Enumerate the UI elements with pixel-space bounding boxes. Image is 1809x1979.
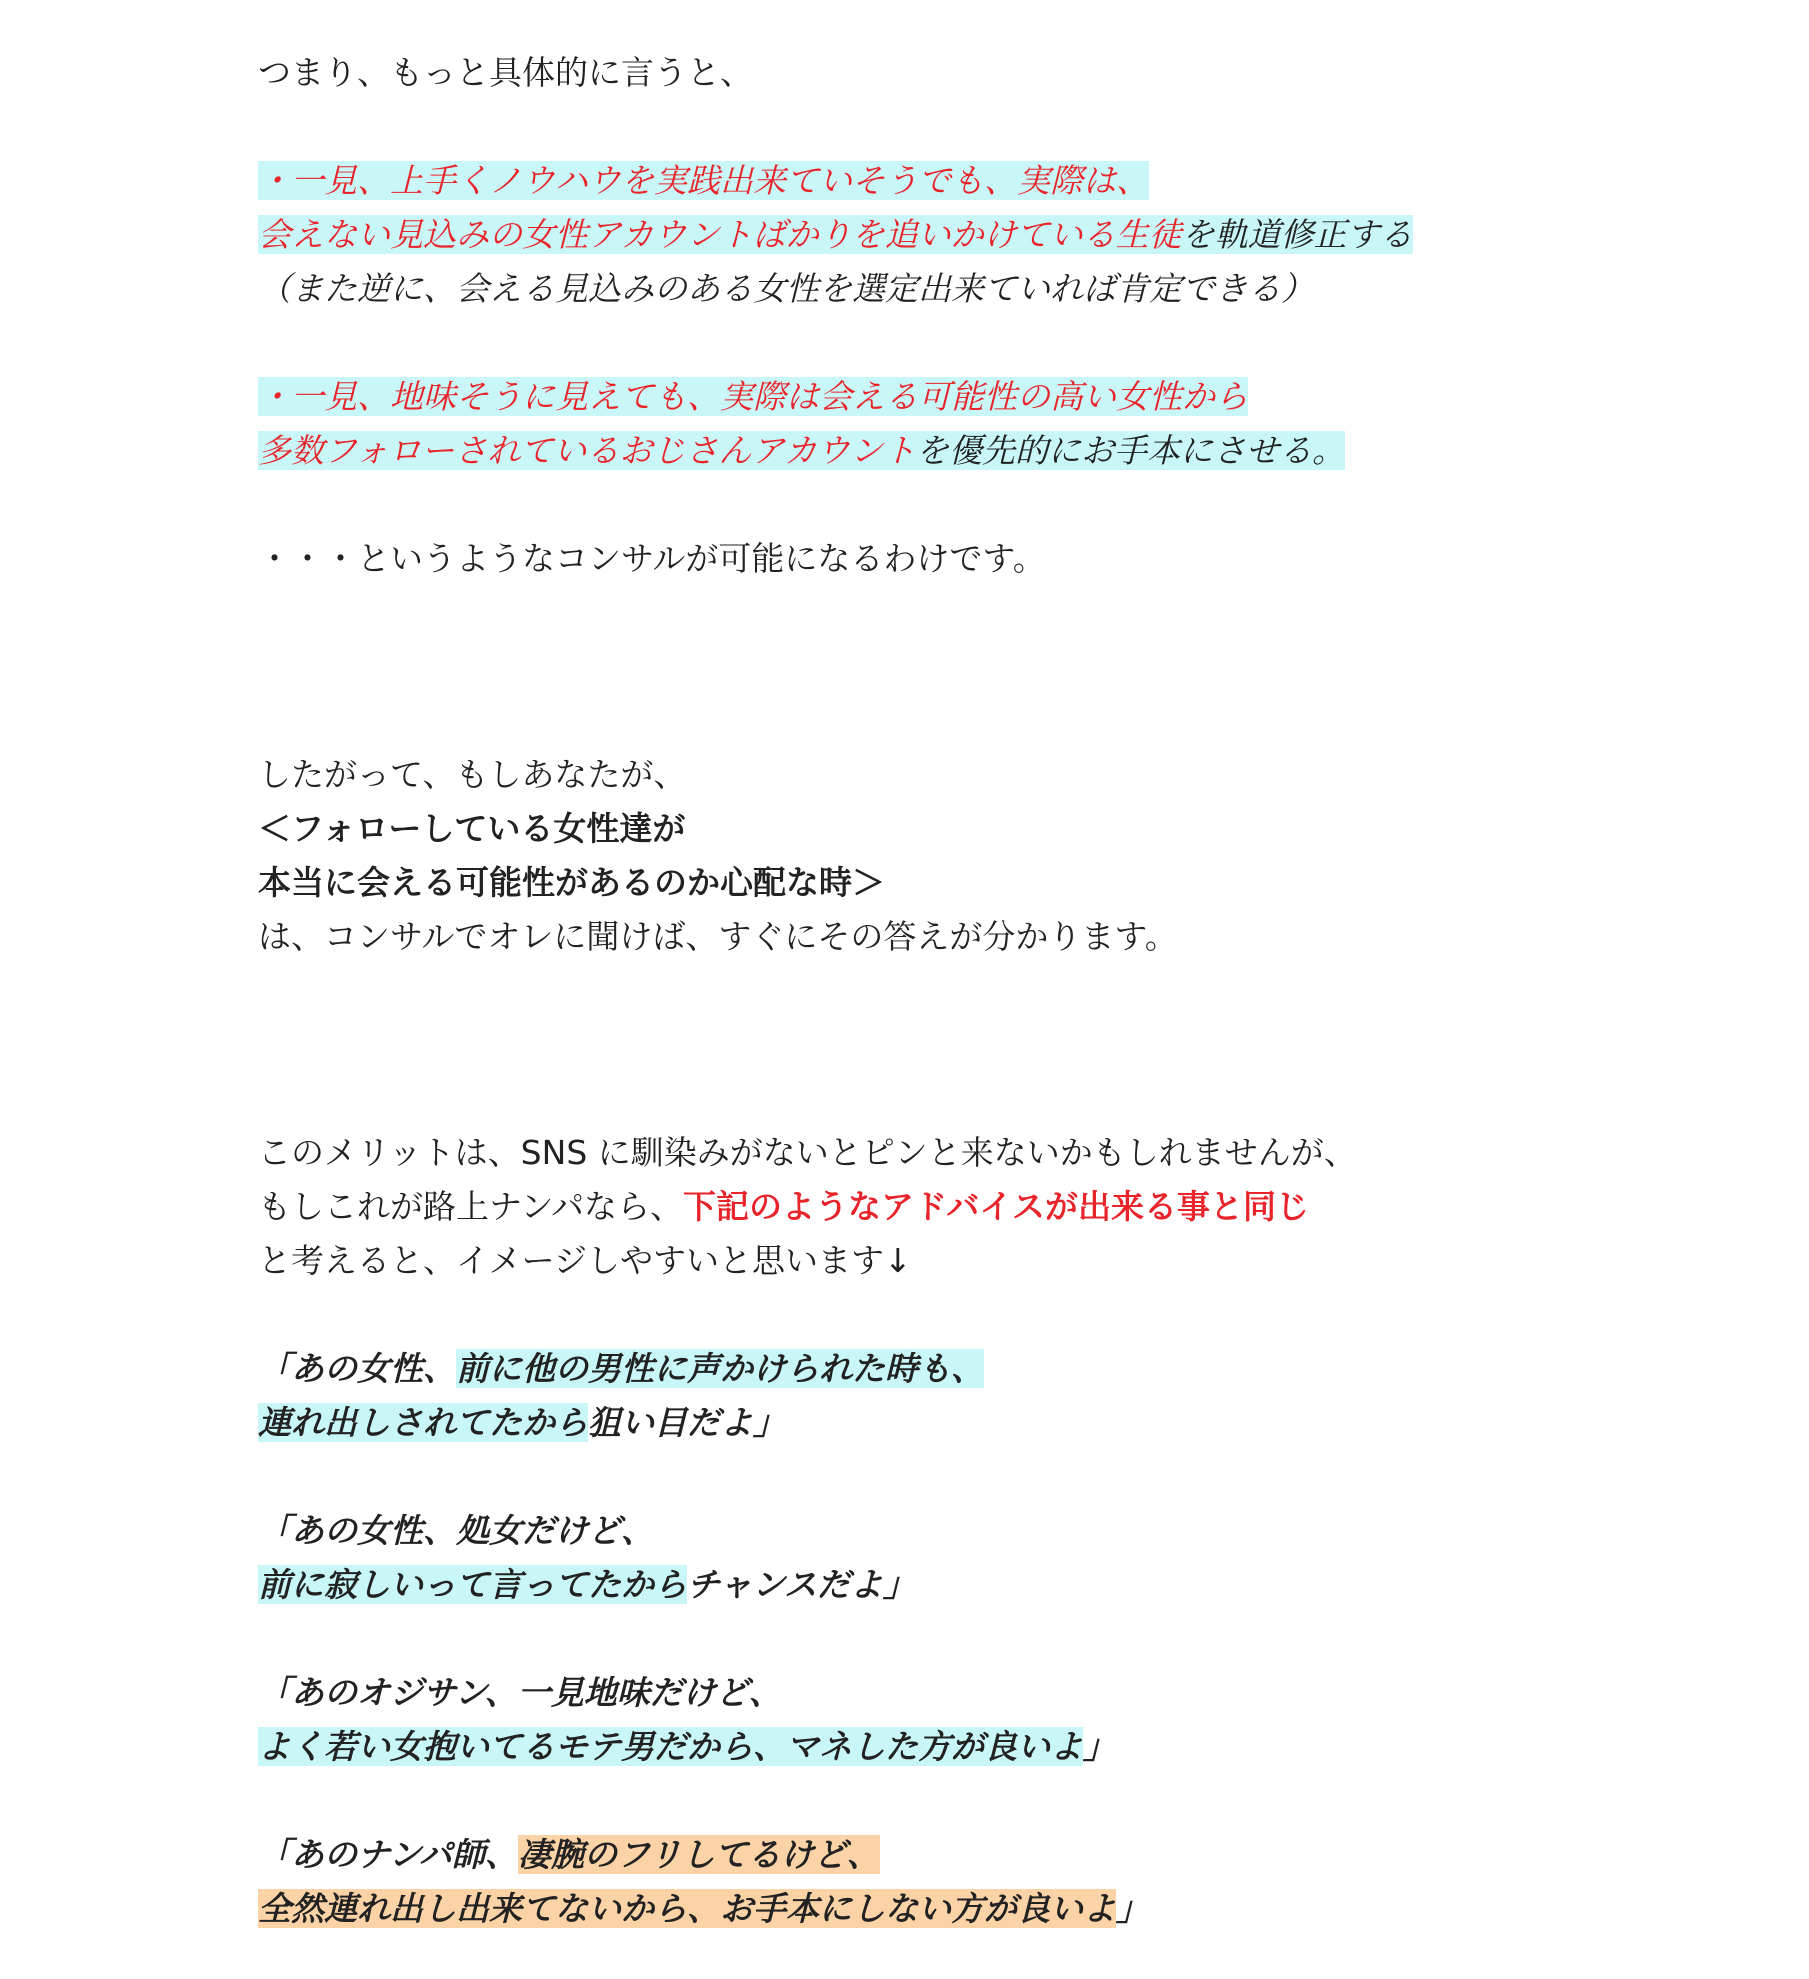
bullet-2-line-2-rest-text: を優先的にお手本にさせる。 <box>916 431 1346 470</box>
bullet-1-line-3: （また逆に、会える見込みのある女性を選定出来ていれば肯定できる） <box>258 269 1314 308</box>
spacer <box>258 1450 1758 1504</box>
quote-2-line-2 <box>258 1558 1758 1612</box>
spacer <box>258 586 1758 748</box>
intro-text: つまり、もっと具体的に言うと、 <box>258 53 753 92</box>
quote-3-line-2-plain: 」 <box>1083 1727 1116 1766</box>
bullet-1-line-2-rest-text: を軌道修正する <box>1181 215 1413 254</box>
section-3-line-2 <box>258 1180 1758 1234</box>
quote-4-line-2-plain: 」 <box>1116 1889 1149 1928</box>
quote-1-line-2 <box>258 1396 1758 1450</box>
conclusion-text: ・・・というようなコンサルが可能になるわけです。 <box>258 539 1046 578</box>
quote-3-line-1-plain: 「あのオジサン、一見地味だけど、 <box>258 1673 782 1712</box>
quote-3-line-2-highlight: よく若い女抱いてるモテ男だから、マネした方が良いよ <box>258 1727 1083 1766</box>
quote-3-line-2 <box>258 1720 1758 1774</box>
bullet-2-line-1-text: ・一見、地味そうに見えても、実際は会える可能性の高い女性から <box>258 377 1248 416</box>
quote-4-line-1-highlight: 凄腕のフリしてるけど、 <box>518 1835 880 1874</box>
bullet-1-line-1 <box>258 154 1758 208</box>
quote-2-line-1-plain: 「あの女性、処女だけど、 <box>258 1511 654 1550</box>
bullet-1-line-2 <box>258 208 1758 262</box>
bullet-1-line-2-highlight <box>258 215 1413 254</box>
quote-1-line-1-highlight: 前に他の男性に声かけられた時も、 <box>456 1349 984 1388</box>
quote-1-line-2-highlight: 連れ出しされてたから <box>258 1403 588 1442</box>
spacer <box>258 316 1758 370</box>
section-2-line-2: ＜フォローしている女性達が <box>258 809 686 848</box>
bullet-2-line-2 <box>258 424 1758 478</box>
bullet-2-line-2-highlight <box>258 431 1345 470</box>
quote-block-3 <box>258 1666 1758 1774</box>
quote-1-line-1-plain: 「あの女性、 <box>258 1349 456 1388</box>
section-3-line-2-red-text: 下記のようなアドバイスが出来る事と同じ <box>683 1187 1310 1226</box>
spacer <box>258 1774 1758 1828</box>
quote-block-4 <box>258 1828 1758 1936</box>
spacer <box>258 964 1758 1126</box>
quote-4-line-1 <box>258 1828 1758 1882</box>
section-2-line-4: は、コンサルでオレに聞けば、すぐにその答えが分かります。 <box>258 917 1178 956</box>
section-3-line-2-start: もしこれが路上ナンパなら、 <box>258 1187 684 1226</box>
section-2-line-1: したがって、もしあなたが、 <box>258 755 687 794</box>
quote-1-line-1 <box>258 1342 1758 1396</box>
section-3-line-3: と考えると、イメージしやすいと思います↓ <box>258 1241 912 1280</box>
spacer <box>258 478 1758 532</box>
bullet-1-line-2-red-text: 会えない見込みの女性アカウントばかりを追いかけている生徒 <box>258 215 1182 254</box>
quote-4-line-2-highlight: 全然連れ出し出来てないから、お手本にしない方が良いよ <box>258 1889 1116 1928</box>
spacer <box>258 100 1758 154</box>
quote-block-1 <box>258 1342 1758 1450</box>
document-page <box>258 46 1758 1936</box>
quote-2-line-2-plain: チャンスだよ」 <box>687 1565 917 1604</box>
quote-2-line-1 <box>258 1504 1758 1558</box>
quote-2-line-2-highlight: 前に寂しいって言ってたから <box>258 1565 687 1604</box>
spacer <box>258 1288 1758 1342</box>
quote-1-line-2-plain: 狙い目だよ」 <box>588 1403 786 1442</box>
spacer <box>258 1612 1758 1666</box>
quote-4-line-1-plain: 「あのナンパ師、 <box>258 1835 519 1874</box>
quote-3-line-1 <box>258 1666 1758 1720</box>
bullet-1-line-1-text: ・一見、上手くノウハウを実践出来ていそうでも、実際は、 <box>258 161 1149 200</box>
section-3-line-1: このメリットは、SNS に馴染みがないとピンと来ないかもしれませんが、 <box>258 1133 1357 1172</box>
quote-block-2 <box>258 1504 1758 1612</box>
bullet-2-line-2-red-text: 多数フォローされているおじさんアカウント <box>258 431 917 470</box>
bullet-2-line-1 <box>258 370 1758 424</box>
section-2-line-3: 本当に会える可能性があるのか心配な時＞ <box>258 863 885 902</box>
quote-4-line-2 <box>258 1882 1758 1936</box>
